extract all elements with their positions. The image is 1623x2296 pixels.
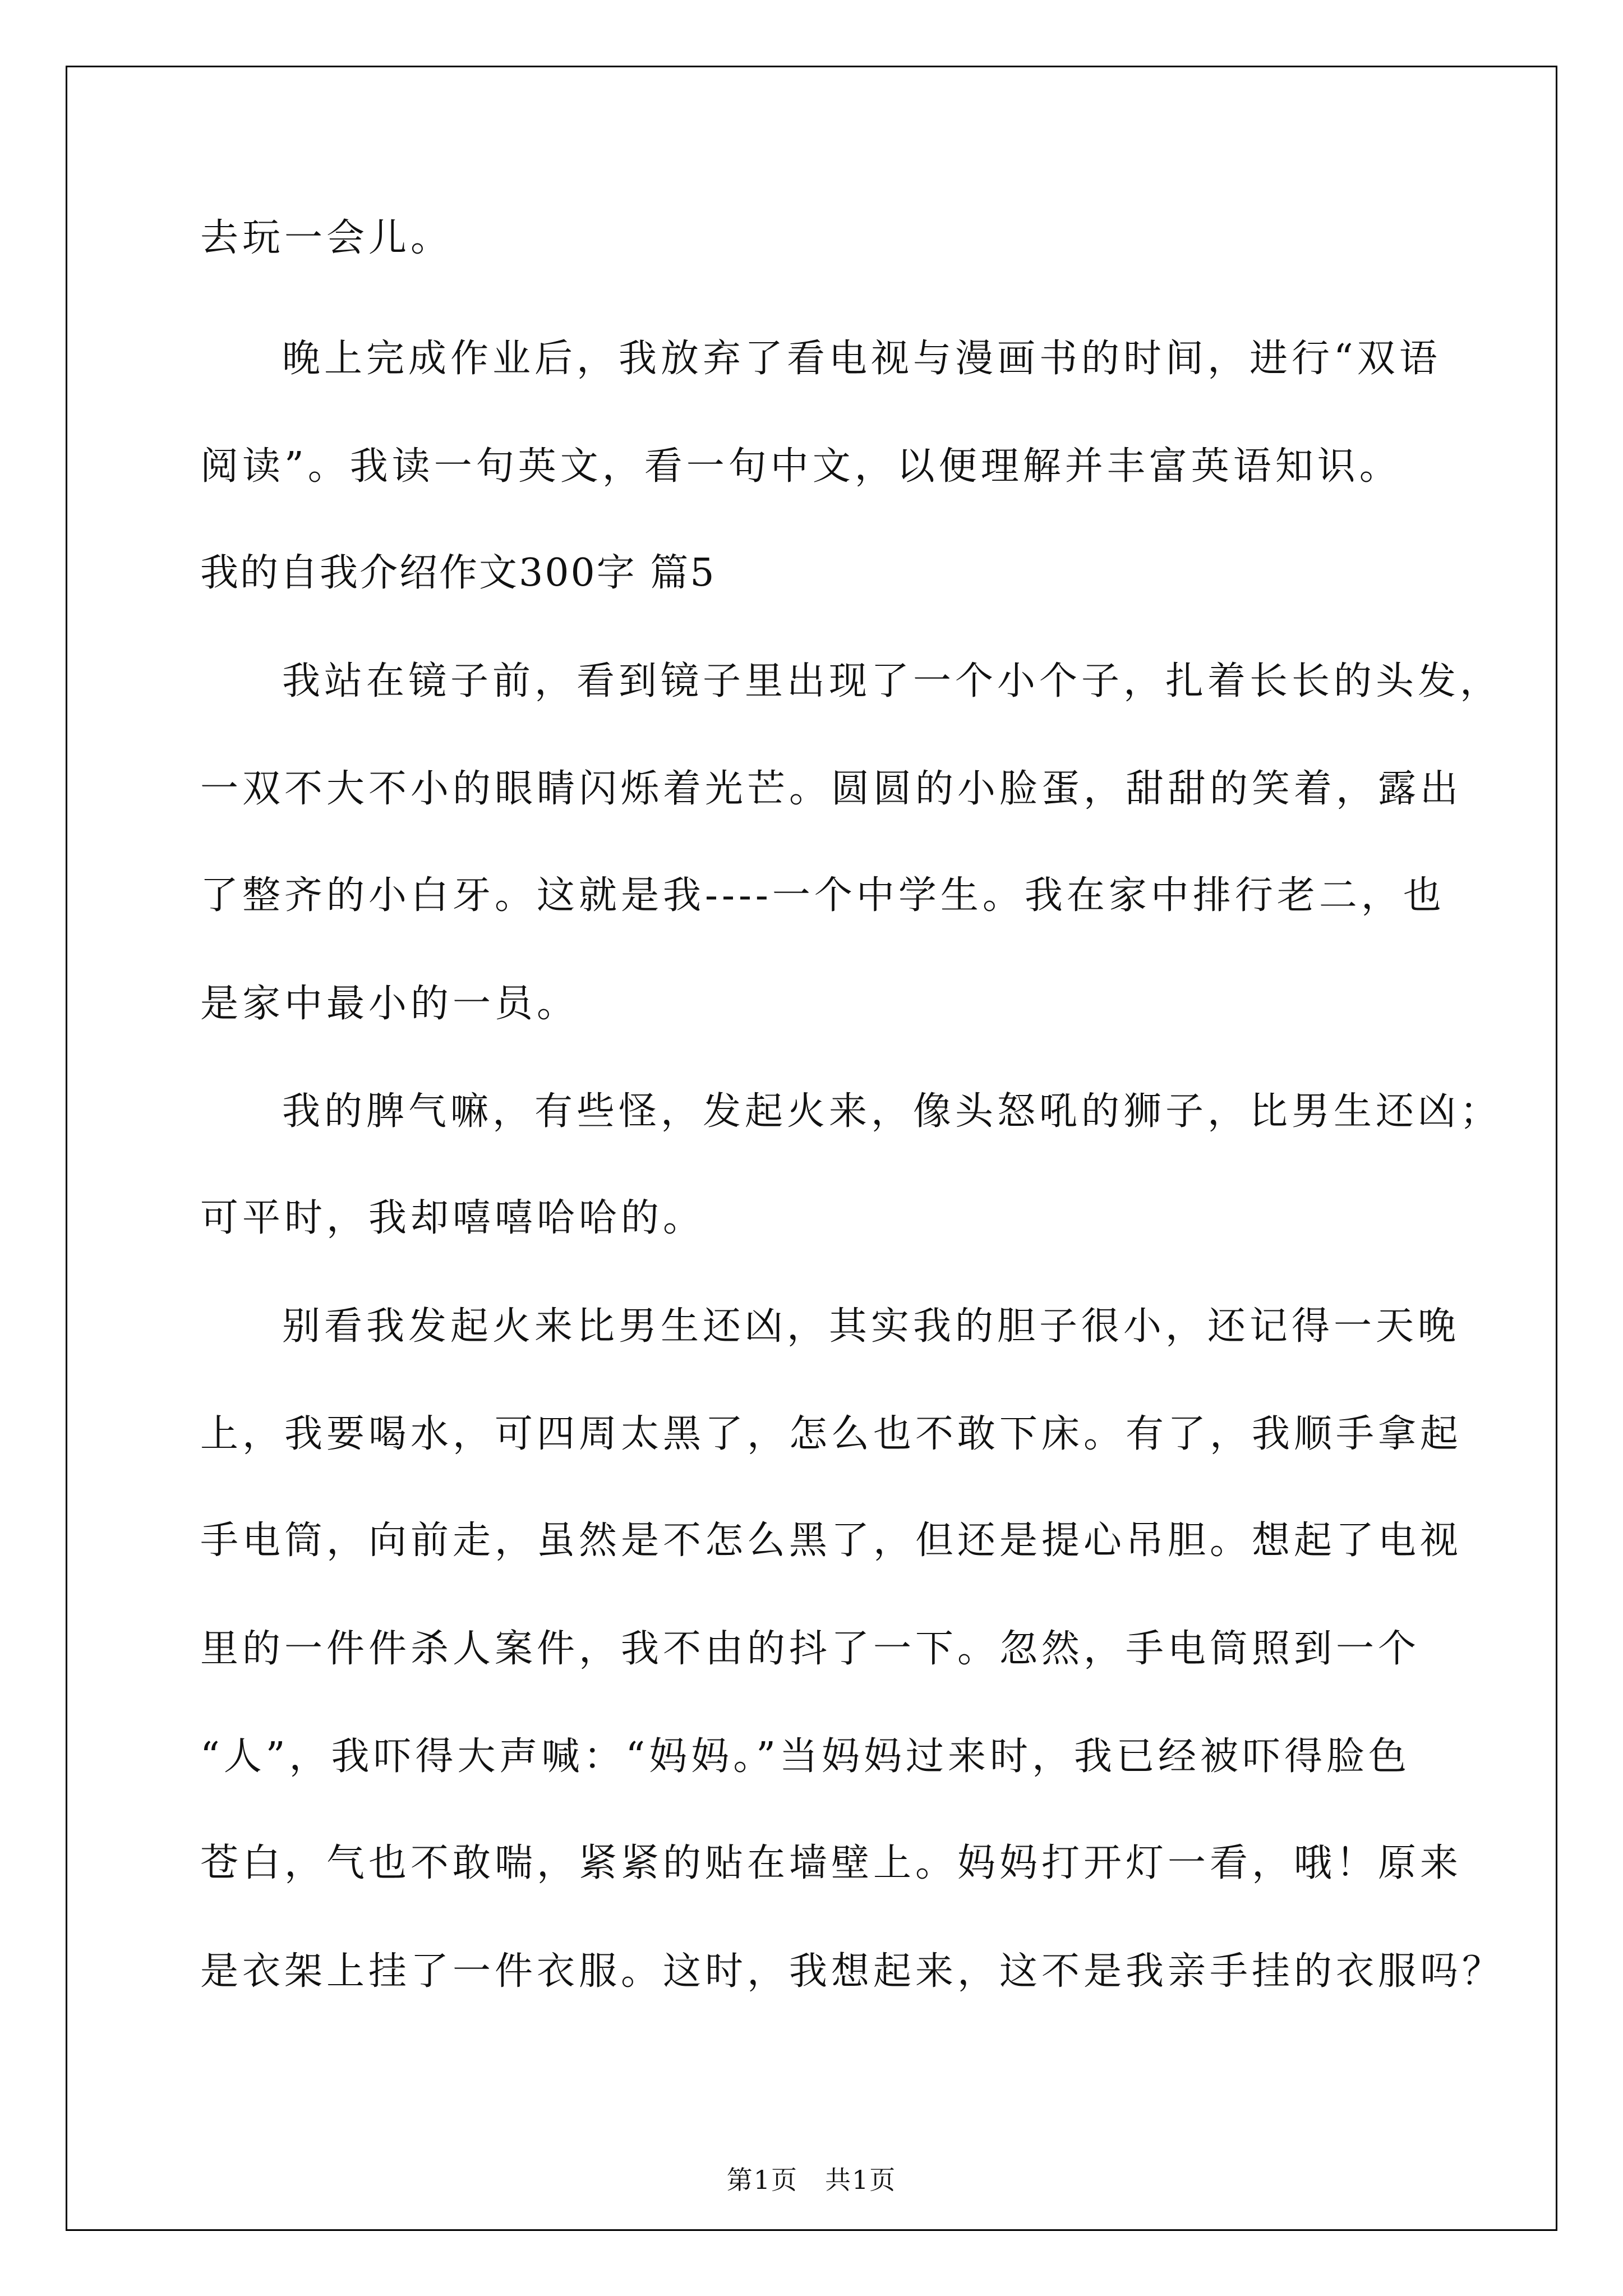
page-border	[66, 66, 1557, 2231]
text-line: 上，我要喝水，可四周太黑了，怎么也不敢下床。有了，我顺手拿起	[200, 1412, 1463, 1456]
page-footer: 第1页 共1页	[726, 2165, 897, 2195]
text-line: 可平时，我却嘻嘻哈哈的。	[200, 1196, 706, 1240]
text-line: 一双不大不小的眼睛闪烁着光芒。圆圆的小脸蛋，甜甜的笑着，露出	[200, 767, 1463, 811]
paragraph-first-line: 晚上完成作业后，我放弃了看电视与漫画书的时间，进行“双语	[282, 337, 1441, 381]
text-line: 手电筒，向前走，虽然是不怎么黑了，但还是提心吊胆。想起了电视	[200, 1519, 1463, 1563]
text-line: 是家中最小的一员。	[200, 982, 579, 1026]
text-line: 阅读”。我读一句英文，看一句中文，以便理解并丰富英语知识。	[200, 444, 1401, 489]
text-line: 苍白，气也不敢喘，紧紧的贴在墙壁上。妈妈打开灯一看，哦！原来	[200, 1841, 1463, 1885]
paragraph-first-line: 别看我发起火来比男生还凶，其实我的胆子很小，还记得一天晚	[282, 1304, 1460, 1349]
text-line: 去玩一会儿。	[200, 216, 453, 260]
section-heading: 我的自我介绍作文300字 篇5	[200, 551, 716, 595]
text-line: “人”，我吓得大声喊：“妈妈。”当妈妈过来时，我已经被吓得脸色	[200, 1734, 1411, 1779]
text-line: 是衣架上挂了一件衣服。这时，我想起来，这不是我亲手挂的衣服吗？	[200, 1949, 1505, 1994]
text-line: 里的一件件杀人案件，我不由的抖了一下。忽然，手电筒照到一个	[200, 1627, 1421, 1671]
paragraph-first-line: 我站在镜子前，看到镜子里出现了一个小个子，扎着长长的头发，	[282, 659, 1502, 703]
paragraph-first-line: 我的脾气嘛，有些怪，发起火来，像头怒吼的狮子，比男生还凶；	[282, 1089, 1502, 1134]
text-line: 了整齐的小白牙。这就是我----一个中学生。我在家中排行老二，也	[200, 873, 1445, 918]
